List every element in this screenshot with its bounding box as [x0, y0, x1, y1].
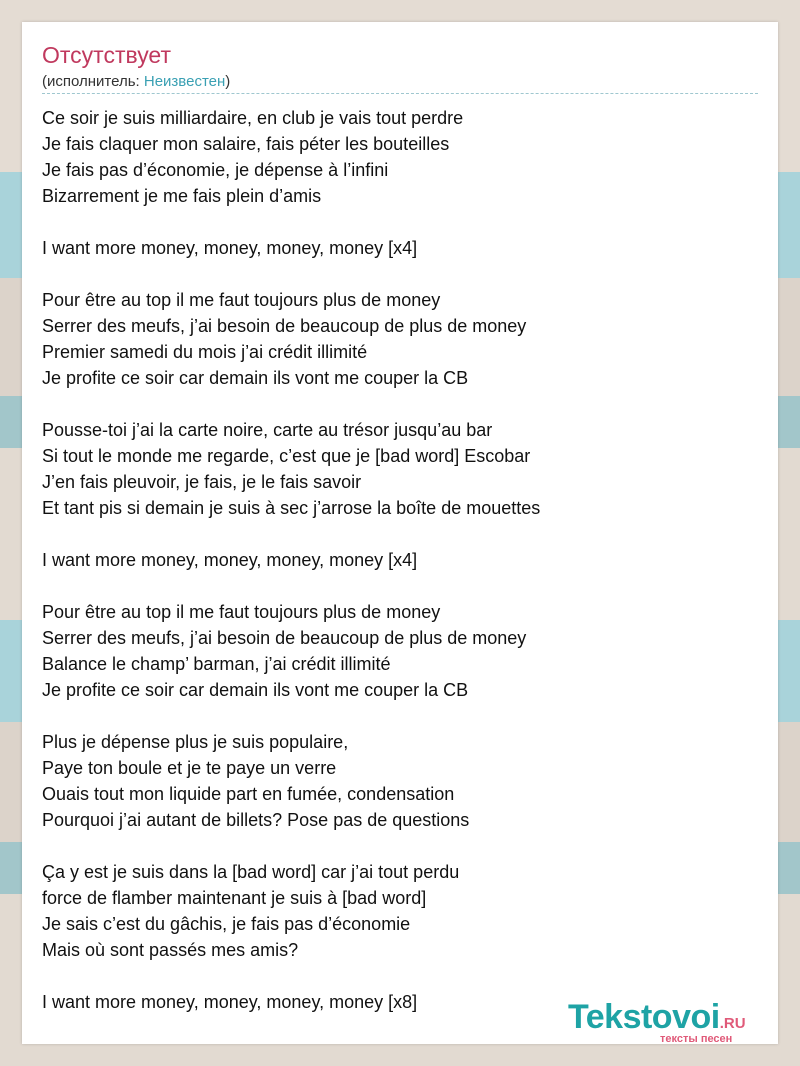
lyrics-stanza [42, 729, 758, 833]
lyric-line: Je fais claquer mon salaire, fais péter les bouteilles [42, 134, 450, 154]
lyrics-stanza [42, 105, 758, 209]
lyric-line: Et tant pis si demain je suis à sec j’arrose la boîte de mouettes [42, 498, 541, 518]
lyric-line: Pourquoi j’ai autant de billets? Pose pas de questions [42, 810, 470, 830]
lyric-line: Si tout le monde me regarde, c’est que je [bad word] Escobar [42, 446, 531, 466]
lyrics-stanza [42, 417, 758, 521]
lyric-line: I want more money, money, money, money [x4] [42, 550, 418, 570]
lyric-line: Je sais c’est du gâchis, je fais pas d’économie [42, 914, 411, 934]
lyric-line: Je profite ce soir car demain ils vont me couper la CB [42, 368, 469, 388]
lyric-line: Serrer des meufs, j’ai besoin de beaucoup de plus de money [42, 316, 527, 336]
lyric-line: Ce soir je suis milliardaire, en club je vais tout perdre [42, 108, 464, 128]
lyric-line: Je profite ce soir car demain ils vont me couper la CB [42, 680, 469, 700]
lyrics-page [22, 22, 778, 1044]
artist-line [42, 73, 230, 90]
logo-name: Tekstovoi [568, 998, 720, 1036]
lyrics-stanza [42, 859, 758, 963]
lyrics-stanza [42, 287, 758, 391]
lyric-line: Serrer des meufs, j’ai besoin de beaucoup de plus de money [42, 628, 527, 648]
lyric-line: Premier samedi du mois j’ai crédit illimité [42, 342, 368, 362]
lyric-line: Balance le champ’ barman, j’ai crédit illimité [42, 654, 391, 674]
artist-prefix: (исполнитель: [42, 73, 144, 90]
lyric-line: Mais où sont passés mes amis? [42, 940, 299, 960]
lyric-line: Pour être au top il me faut toujours plus de money [42, 602, 441, 622]
lyric-line: Ça y est je suis dans la [bad word] car j’ai tout perdu [42, 862, 460, 882]
song-title: Отсутствует [42, 42, 171, 68]
lyric-line: Pousse-toi j’ai la carte noire, carte au trésor jusqu’au bar [42, 420, 493, 440]
logo-tld: .RU [719, 1015, 746, 1032]
lyric-line: Bizarrement je me fais plein d’amis [42, 186, 322, 206]
lyric-line: I want more money, money, money, money [x4] [42, 238, 418, 258]
artist-suffix: ) [225, 73, 231, 90]
artist-link[interactable]: Неизвестен [143, 73, 226, 90]
lyric-line: force de flamber maintenant je suis à [bad word] [42, 888, 427, 908]
lyric-line: J’en fais pleuvoir, je fais, je le fais savoir [42, 472, 362, 492]
logo-tagline: тексты песен [660, 1033, 733, 1045]
lyric-line: Je fais pas d’économie, je dépense à l’infini [42, 160, 389, 180]
lyric-line: Plus je dépense plus je suis populaire, [42, 732, 349, 752]
lyrics-stanza [42, 599, 758, 703]
lyrics-body [42, 105, 758, 1041]
lyric-line: Paye ton boule et je te paye un verre [42, 758, 337, 778]
lyric-line: Pour être au top il me faut toujours plus de money [42, 290, 441, 310]
lyric-line: I want more money, money, money, money [x8] [42, 992, 418, 1012]
lyric-line: Ouais tout mon liquide part en fumée, condensation [42, 784, 455, 804]
lyrics-stanza [42, 235, 758, 261]
header-divider [42, 93, 758, 94]
site-logo[interactable] [568, 1000, 778, 1044]
lyrics-stanza [42, 547, 758, 573]
